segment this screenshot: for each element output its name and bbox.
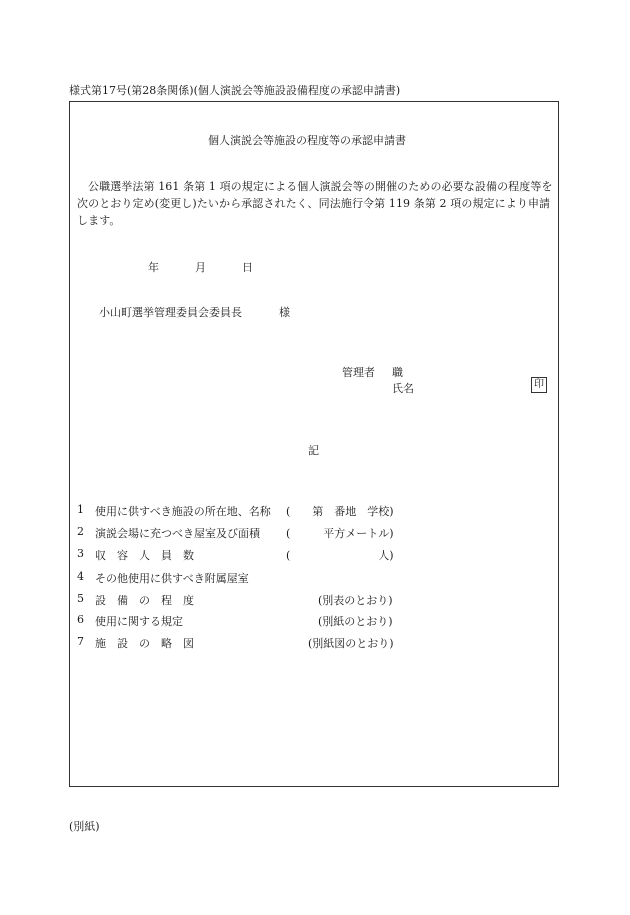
item-number: 7 [77,635,84,648]
item-value: (別表のとおり) [318,594,393,607]
item-label: 施 設 の 略 図 [95,637,194,650]
footer-label: (別紙) [69,820,100,833]
item-number: 6 [77,613,84,626]
applicant-name-label: 氏名 [392,382,414,395]
seal-icon: 印 [531,377,547,393]
item-label: 演説会場に充つべき屋室及び面積 [95,527,260,540]
item-value: ( 第 番地 学校) [286,505,394,518]
item-label: 使用に供すべき施設の所在地、名称 [95,505,271,518]
item-number: 2 [77,525,84,538]
applicant-role-label: 管理者 [342,366,375,379]
item-value: ( 人) [286,549,394,562]
item-label: その他使用に供すべき附属屋室 [95,572,249,585]
item-number: 3 [77,547,84,560]
form-title: 個人演説会等施設の程度等の承認申請書 [208,134,406,147]
item-label: 使用に関する規定 [95,615,183,628]
item-value: (別紙のとおり) [318,615,393,628]
item-number: 4 [77,570,84,583]
item-number: 5 [77,592,84,605]
item-label: 収 容 人 員 数 [95,549,194,562]
ki-heading: 記 [308,444,319,457]
addressee-suffix: 様 [279,306,290,319]
date-month-label: 月 [195,261,206,274]
application-body-text: 公職選挙法第 161 条第 1 項の規定による個人演説会等の開催のための必要な設備の程度等を次のとおり定め(変更し)たいから承認されたく、同法施行令第 119 条第 2 項の規定により申請します。 [77,180,553,227]
item-value: ( 平方メートル) [286,527,394,540]
item-label: 設 備 の 程 度 [95,594,194,607]
date-day-label: 日 [242,261,253,274]
item-number: 1 [77,503,84,516]
form-header: 様式第17号(第28条関係)(個人演説会等施設設備程度の承認申請書) [69,84,401,97]
applicant-position-label: 職 [392,366,403,379]
item-value: (別紙図のとおり) [308,637,394,650]
date-year-label: 年 [148,261,159,274]
addressee: 小山町選挙管理委員会委員長 [99,306,242,319]
